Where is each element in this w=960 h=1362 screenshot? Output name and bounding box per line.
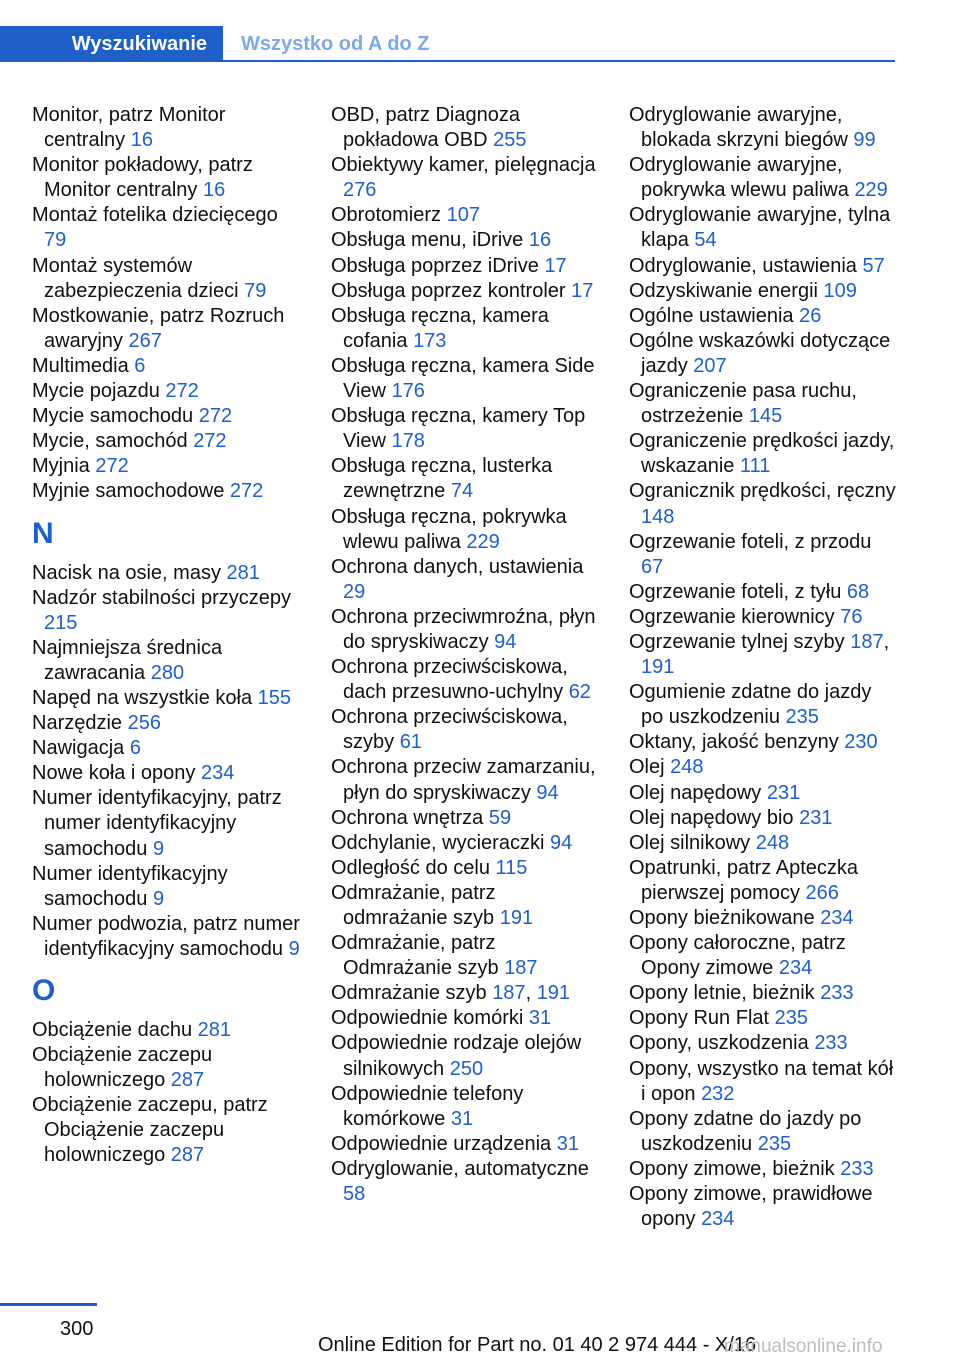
index-entry-text: Nacisk na osie, masy bbox=[32, 561, 221, 584]
index-entry-text: Obciążenie zaczepu holowniczego bbox=[32, 1044, 213, 1092]
index-entry-text: Odpowiednie komórki bbox=[331, 1007, 524, 1030]
index-entry bbox=[629, 730, 899, 755]
index-entry-text: Ogrzewanie foteli, z tyłu bbox=[629, 580, 842, 603]
index-entry bbox=[32, 479, 302, 504]
page-link[interactable]: 266 bbox=[805, 881, 839, 904]
index-entry bbox=[331, 555, 601, 605]
page-link[interactable]: 31 bbox=[450, 1107, 474, 1130]
page-link[interactable]: 6 bbox=[134, 354, 146, 377]
index-entry-text: Myjnia bbox=[32, 455, 90, 478]
tab-search[interactable]: Wyszukiwanie bbox=[0, 26, 223, 62]
index-entry-text: Obsługa ręczna, lusterka zewnętrzne bbox=[331, 455, 553, 503]
page-link[interactable]: 272 bbox=[95, 455, 129, 478]
index-entry bbox=[331, 153, 601, 203]
index-entry bbox=[32, 1043, 302, 1093]
page-link[interactable]: 248 bbox=[670, 756, 704, 779]
index-entry-text: Ogumienie zdatne do jazdy po uszkodzeniu bbox=[629, 681, 872, 729]
page-link[interactable]: 67 bbox=[641, 555, 664, 578]
page-link[interactable]: 173 bbox=[413, 329, 447, 352]
index-entry bbox=[629, 304, 899, 329]
page-link[interactable]: 187 bbox=[504, 957, 538, 980]
index-entry bbox=[629, 254, 899, 279]
index-entry-text: Montaż systemów zabezpieczenia dzieci bbox=[32, 254, 239, 302]
index-entry bbox=[32, 103, 302, 153]
index-entry bbox=[629, 1182, 899, 1232]
index-entry bbox=[629, 479, 899, 529]
page-link[interactable]: 230 bbox=[844, 731, 878, 754]
footer-rule bbox=[0, 1303, 97, 1306]
index-entry bbox=[32, 404, 302, 429]
index-entry-text: Ogrzewanie kierownicy bbox=[629, 605, 835, 628]
page-link[interactable]: 31 bbox=[556, 1132, 579, 1155]
page-link[interactable]: 176 bbox=[391, 380, 425, 403]
page-link[interactable]: 191 bbox=[641, 656, 675, 679]
index-entry bbox=[629, 605, 899, 630]
page-link[interactable]: 9 bbox=[152, 887, 165, 910]
index-entry bbox=[331, 705, 601, 755]
index-entry bbox=[32, 912, 302, 962]
index-entry bbox=[331, 304, 601, 354]
index-entry bbox=[331, 228, 601, 253]
index-entry bbox=[331, 505, 601, 555]
index-entry bbox=[32, 636, 302, 686]
page-link[interactable]: 94 bbox=[536, 781, 559, 804]
page-link[interactable]: 233 bbox=[840, 1157, 874, 1180]
index-entry bbox=[32, 354, 302, 379]
index-entry-text: Opony zdatne do jazdy po uszkodzeniu bbox=[629, 1107, 862, 1155]
index-entry bbox=[629, 580, 899, 605]
index-entry bbox=[629, 680, 899, 730]
index-entry-text: Odmrażanie, patrz odmrażanie szyb bbox=[331, 881, 496, 929]
page-link[interactable]: 250 bbox=[449, 1057, 484, 1080]
index-entry-text: Ochrona przeciwmroźna, płyn do spryskiwaczy bbox=[331, 605, 596, 653]
index-entry bbox=[331, 856, 601, 881]
page-link[interactable]: 178 bbox=[391, 430, 425, 453]
index-entry bbox=[629, 806, 899, 831]
page-link[interactable]: 58 bbox=[343, 1183, 366, 1206]
index-entry bbox=[331, 1132, 601, 1157]
index-entry bbox=[629, 781, 899, 806]
page-link[interactable]: 26 bbox=[799, 304, 822, 327]
index-entry-text: Obsługa ręczna, pokrywka wlewu paliwa bbox=[331, 505, 567, 553]
page-link[interactable]: 155 bbox=[257, 686, 292, 709]
index-entry-text: Numer identyfikacyjny samochodu bbox=[32, 862, 228, 910]
index-entry-text: Opony całoroczne, patrz Opony zimowe bbox=[629, 932, 846, 980]
page-link[interactable]: 255 bbox=[493, 129, 527, 152]
index-entry-text: Odpowiednie urządzenia bbox=[331, 1132, 552, 1155]
index-entry-text: Olej bbox=[629, 756, 665, 779]
index-entry bbox=[32, 429, 302, 454]
index-entry-text: Ogrzewanie tylnej szyby bbox=[629, 630, 845, 653]
page-link[interactable]: 187 bbox=[850, 630, 884, 653]
index-entry bbox=[629, 931, 899, 981]
page-link[interactable]: 115 bbox=[495, 856, 528, 879]
page-link[interactable]: 281 bbox=[226, 561, 260, 584]
index-entry bbox=[32, 786, 302, 861]
page-link[interactable]: 31 bbox=[528, 1007, 552, 1030]
index-entry-text: Nadzór stabilności przyczepy bbox=[32, 586, 291, 609]
index-column-2 bbox=[331, 103, 601, 1207]
index-entry bbox=[32, 203, 302, 253]
page-link[interactable]: 267 bbox=[128, 329, 162, 352]
page-link[interactable]: 99 bbox=[853, 129, 876, 152]
index-entry-text: Ograniczenie prędkości jazdy, wskazanie bbox=[629, 430, 895, 478]
index-entry-text: Olej silnikowy bbox=[629, 831, 751, 854]
page-link[interactable]: 215 bbox=[44, 611, 78, 634]
index-entry bbox=[331, 755, 601, 805]
page-link[interactable]: 16 bbox=[202, 179, 226, 202]
index-entry bbox=[32, 761, 302, 786]
page-link[interactable]: 229 bbox=[854, 179, 888, 202]
index-entry-text: Ochrona wnętrza bbox=[331, 806, 484, 829]
index-entry-text: Olej napędowy bio bbox=[629, 806, 794, 829]
index-entry-text: Ochrona przeciw zamarzaniu, płyn do spryskiwaczy bbox=[331, 756, 596, 804]
index-entry-text: Odryglowanie awaryjne, blokada skrzyni biegów bbox=[629, 104, 848, 152]
index-entry bbox=[331, 279, 601, 304]
index-entry-text: Odryglowanie, automatyczne bbox=[331, 1157, 589, 1180]
index-entry-text: Ogranicznik prędkości, ręczny bbox=[629, 480, 896, 503]
index-entry-text: Nawigacja bbox=[32, 737, 125, 760]
index-entry bbox=[331, 103, 601, 153]
index-entry bbox=[629, 856, 899, 906]
page-link[interactable]: 57 bbox=[862, 254, 885, 277]
index-entry-text: Opatrunki, patrz Apteczka pierwszej pomocy bbox=[629, 856, 859, 904]
page-link[interactable]: 107 bbox=[446, 204, 480, 227]
index-entry bbox=[32, 254, 302, 304]
tab-a-to-z[interactable]: Wszystko od A do Z bbox=[241, 32, 430, 55]
index-entry-text: Ograniczenie pasa ruchu, ostrzeżenie bbox=[629, 380, 857, 428]
index-entry-text: Narzędzie bbox=[32, 712, 123, 735]
page-link[interactable]: 235 bbox=[757, 1132, 792, 1155]
page-link[interactable]: 248 bbox=[755, 831, 790, 854]
index-entry-text: Odchylanie, wycieraczki bbox=[331, 831, 545, 854]
index-entry-text: Multimedia bbox=[32, 354, 129, 377]
index-entry bbox=[32, 1018, 302, 1043]
index-entry bbox=[331, 1157, 601, 1207]
index-entry bbox=[629, 530, 899, 580]
index-entry bbox=[32, 454, 302, 479]
index-entry-text: Odpowiednie rodzaje olejów silnikowych bbox=[331, 1032, 582, 1080]
index-entry-text: OBD, patrz Diagnoza pokładowa OBD bbox=[331, 104, 520, 152]
index-entry-text: Ogólne ustawienia bbox=[629, 304, 794, 327]
index-entry-text: Odryglowanie awaryjne, tylna klapa bbox=[629, 204, 891, 252]
index-entry bbox=[629, 429, 899, 479]
index-entry-text: Odległość do celu bbox=[331, 856, 490, 879]
page-number: 300 bbox=[60, 1318, 94, 1340]
index-entry-text: Odmrażanie, patrz Odmrażanie szyb bbox=[331, 932, 499, 980]
page-link[interactable]: 109 bbox=[823, 279, 857, 302]
index-entry bbox=[629, 279, 899, 304]
index-entry-text: Obsługa ręczna, kamera cofania bbox=[331, 304, 549, 352]
index-entry-text: Obsługa ręczna, kamery Top View bbox=[331, 405, 586, 453]
index-entry-text: Opony letnie, bieżnik bbox=[629, 982, 815, 1005]
page-link[interactable]: 287 bbox=[170, 1069, 205, 1092]
index-entry-text: Najmniejsza średnica zawracania bbox=[32, 636, 223, 684]
index-entry bbox=[32, 686, 302, 711]
index-entry bbox=[629, 1006, 899, 1031]
page-link[interactable]: 234 bbox=[701, 1208, 735, 1231]
page-link[interactable]: 272 bbox=[229, 480, 264, 503]
index-entry bbox=[629, 1057, 899, 1107]
page-link[interactable]: 233 bbox=[814, 1032, 848, 1055]
index-entry bbox=[331, 831, 601, 856]
index-entry bbox=[32, 862, 302, 912]
index-entry-text: Mycie pojazdu bbox=[32, 380, 160, 403]
page-link[interactable]: 231 bbox=[799, 806, 833, 829]
page-link[interactable]: 94 bbox=[549, 831, 573, 854]
index-entry-text: Mycie, samochód bbox=[32, 430, 188, 453]
index-entry bbox=[32, 379, 302, 404]
page-link[interactable]: 94 bbox=[494, 630, 517, 653]
page-link[interactable]: 74 bbox=[450, 480, 474, 503]
page-link[interactable]: 79 bbox=[244, 279, 267, 302]
page-link[interactable]: 111 bbox=[739, 455, 771, 478]
index-entry bbox=[629, 1031, 899, 1056]
page-link[interactable]: 229 bbox=[466, 530, 500, 553]
index-entry bbox=[629, 329, 899, 379]
page-link[interactable]: 61 bbox=[399, 731, 422, 754]
index-entry-text: Odryglowanie awaryjne, pokrywka wlewu paliwa bbox=[629, 154, 849, 202]
index-entry bbox=[629, 1157, 899, 1182]
index-entry bbox=[331, 404, 601, 454]
index-entry-text: Obsługa poprzez kontroler bbox=[331, 279, 566, 302]
index-entry-text: Obciążenie zaczepu, patrz Obciążenie zaczepu holowniczego bbox=[32, 1094, 268, 1167]
index-entry bbox=[32, 711, 302, 736]
index-column-1 bbox=[32, 103, 302, 1169]
page-link[interactable]: 232 bbox=[701, 1082, 735, 1105]
page-link[interactable]: 6 bbox=[129, 737, 141, 760]
section-letter: N bbox=[32, 516, 54, 550]
index-entry-text: Odzyskiwanie energii bbox=[629, 279, 818, 302]
index-entry bbox=[331, 203, 601, 228]
index-entry-text: Nowe koła i opony bbox=[32, 762, 196, 785]
index-entry bbox=[331, 655, 601, 705]
page-link[interactable]: 276 bbox=[343, 179, 377, 202]
index-entry bbox=[629, 379, 899, 429]
index-entry-text: Obsługa poprzez iDrive bbox=[331, 254, 539, 277]
index-entry-text: Opony, uszkodzenia bbox=[629, 1032, 809, 1055]
index-entry-text: Ochrona przeciwściskowa, szyby bbox=[331, 706, 568, 754]
page-link[interactable]: 59 bbox=[488, 806, 512, 829]
index-entry bbox=[629, 153, 899, 203]
index-entry bbox=[629, 1107, 899, 1157]
page-link[interactable]: 256 bbox=[127, 712, 161, 735]
index-entry bbox=[331, 354, 601, 404]
index-entry bbox=[629, 203, 899, 253]
index-entry-text: Opony bieżnikowane bbox=[629, 907, 815, 929]
index-entry-text: Mostkowanie, patrz Rozruch awaryjny bbox=[32, 304, 285, 352]
page-link[interactable]: 148 bbox=[641, 505, 675, 528]
index-entry-text: Monitor, patrz Monitor centralny bbox=[32, 104, 226, 152]
index-entry bbox=[331, 605, 601, 655]
page-link[interactable]: 68 bbox=[846, 580, 870, 603]
page-link[interactable]: 17 bbox=[571, 279, 594, 302]
index-entry: Odmrażanie szyb 187, 191 bbox=[331, 982, 571, 1005]
index-entry: Ogrzewanie tylnej szyby 187, 191 bbox=[629, 630, 890, 679]
section-letter: O bbox=[32, 974, 56, 1007]
index-entry-text: Numer podwozia, patrz numer identyfikacyjny samochodu bbox=[32, 912, 300, 960]
index-entry-text: Obrotomierz bbox=[331, 204, 442, 227]
page-link[interactable]: 234 bbox=[778, 957, 813, 980]
index-entry bbox=[32, 586, 302, 636]
index-entry bbox=[32, 561, 302, 586]
page-link[interactable]: 235 bbox=[774, 1007, 809, 1030]
page-link[interactable]: 79 bbox=[44, 229, 67, 252]
index-entry-text: Ochrona danych, ustawienia bbox=[331, 555, 584, 578]
page-link[interactable]: 235 bbox=[785, 706, 819, 729]
index-entry bbox=[629, 755, 899, 780]
page-link[interactable]: 207 bbox=[693, 354, 727, 377]
index-entry-text: Ogólne wskazówki dotyczące jazdy bbox=[629, 329, 891, 377]
index-entry-text: Opony zimowe, bieżnik bbox=[629, 1157, 835, 1180]
page-link[interactable]: 234 bbox=[201, 762, 235, 785]
page-link[interactable]: 9 bbox=[152, 837, 165, 860]
index-entry bbox=[32, 153, 302, 203]
index-entry-text: Odpowiednie telefony komórkowe bbox=[331, 1082, 524, 1130]
page-link[interactable]: 29 bbox=[343, 580, 366, 603]
page-link[interactable]: 191 bbox=[499, 907, 534, 929]
page-link[interactable]: 287 bbox=[170, 1144, 205, 1167]
index-entry-text: Mycie samochodu bbox=[32, 405, 194, 428]
index-entry bbox=[331, 881, 601, 931]
index-entry-text: Odryglowanie, ustawienia bbox=[629, 254, 857, 277]
index-entry-text: Numer identyfikacyjny, patrz numer identyfikacyjny samochodu bbox=[32, 787, 282, 860]
index-entry-text: Opony zimowe, prawidłowe opony bbox=[629, 1183, 873, 1231]
page-link[interactable]: 62 bbox=[568, 681, 591, 704]
page-link[interactable]: 16 bbox=[130, 129, 153, 152]
page-link[interactable]: 272 bbox=[198, 405, 233, 428]
index-entry-text: Ogrzewanie foteli, z przodu bbox=[629, 530, 872, 553]
page-link[interactable]: 272 bbox=[193, 430, 227, 453]
index-entry-text: Obsługa menu, iDrive bbox=[331, 229, 524, 252]
page-link[interactable]: 234 bbox=[820, 907, 854, 929]
index-entry bbox=[32, 1093, 302, 1168]
index-entry bbox=[331, 254, 601, 279]
index-entry bbox=[629, 981, 899, 1006]
index-entry bbox=[32, 304, 302, 354]
index-column-3 bbox=[629, 103, 899, 1232]
index-entry bbox=[331, 931, 601, 981]
page-link[interactable]: 231 bbox=[766, 781, 801, 804]
index-entry bbox=[629, 906, 899, 931]
page-link[interactable]: 17 bbox=[544, 254, 567, 277]
index-entry-text: Myjnie samochodowe bbox=[32, 480, 225, 503]
index-entry-text: Obciążenie dachu bbox=[32, 1019, 193, 1041]
index-entry-text: Obsługa ręczna, kamera Side View bbox=[331, 354, 595, 403]
index-entry bbox=[32, 736, 302, 761]
index-entry bbox=[331, 454, 601, 504]
page-link[interactable]: 281 bbox=[197, 1019, 232, 1041]
page-link[interactable]: 54 bbox=[694, 229, 717, 252]
page-link[interactable]: 191 bbox=[536, 982, 571, 1005]
page-link[interactable]: 280 bbox=[150, 661, 185, 684]
edition-note: Online Edition for Part no. 01 40 2 974 444 - X/16 bbox=[318, 1334, 757, 1356]
header-tab-bar bbox=[0, 26, 895, 62]
index-entry-text: Montaż fotelika dziecięcego bbox=[32, 204, 278, 227]
index-entry bbox=[331, 1031, 601, 1081]
page-link[interactable]: 272 bbox=[165, 380, 199, 403]
index-entry bbox=[331, 1006, 601, 1031]
page-link[interactable]: 145 bbox=[748, 405, 783, 428]
page-link[interactable]: 187 bbox=[492, 982, 526, 1005]
index-entry bbox=[629, 831, 899, 856]
page-link[interactable]: 233 bbox=[820, 982, 854, 1005]
watermark: manualsonline.info bbox=[724, 1336, 883, 1357]
index-entry-text: Odmrażanie szyb bbox=[331, 982, 487, 1005]
index-entry-text: Monitor pokładowy, patrz Monitor centralny bbox=[32, 154, 253, 202]
index-entry-text: Obiektywy kamer, pielęgnacja bbox=[331, 154, 596, 177]
index-entry bbox=[331, 806, 601, 831]
tab-underline bbox=[0, 60, 895, 62]
index-entry-text: Opony, wszystko na temat kół i opon bbox=[629, 1057, 894, 1105]
page-link[interactable]: 76 bbox=[840, 605, 863, 628]
page-link[interactable]: 9 bbox=[288, 937, 300, 960]
index-entry-text: Napęd na wszystkie koła bbox=[32, 686, 253, 709]
index-entry bbox=[629, 103, 899, 153]
index-entry bbox=[331, 1082, 601, 1132]
index-entry-text: Oktany, jakość benzyny bbox=[629, 731, 839, 754]
page-link[interactable]: 16 bbox=[528, 229, 552, 252]
index-entry-text: Ochrona przeciwściskowa, dach przesuwno-uchylny bbox=[331, 656, 568, 704]
index-entry-text: Opony Run Flat bbox=[629, 1007, 770, 1030]
index-entry-text: Olej napędowy bbox=[629, 781, 762, 804]
